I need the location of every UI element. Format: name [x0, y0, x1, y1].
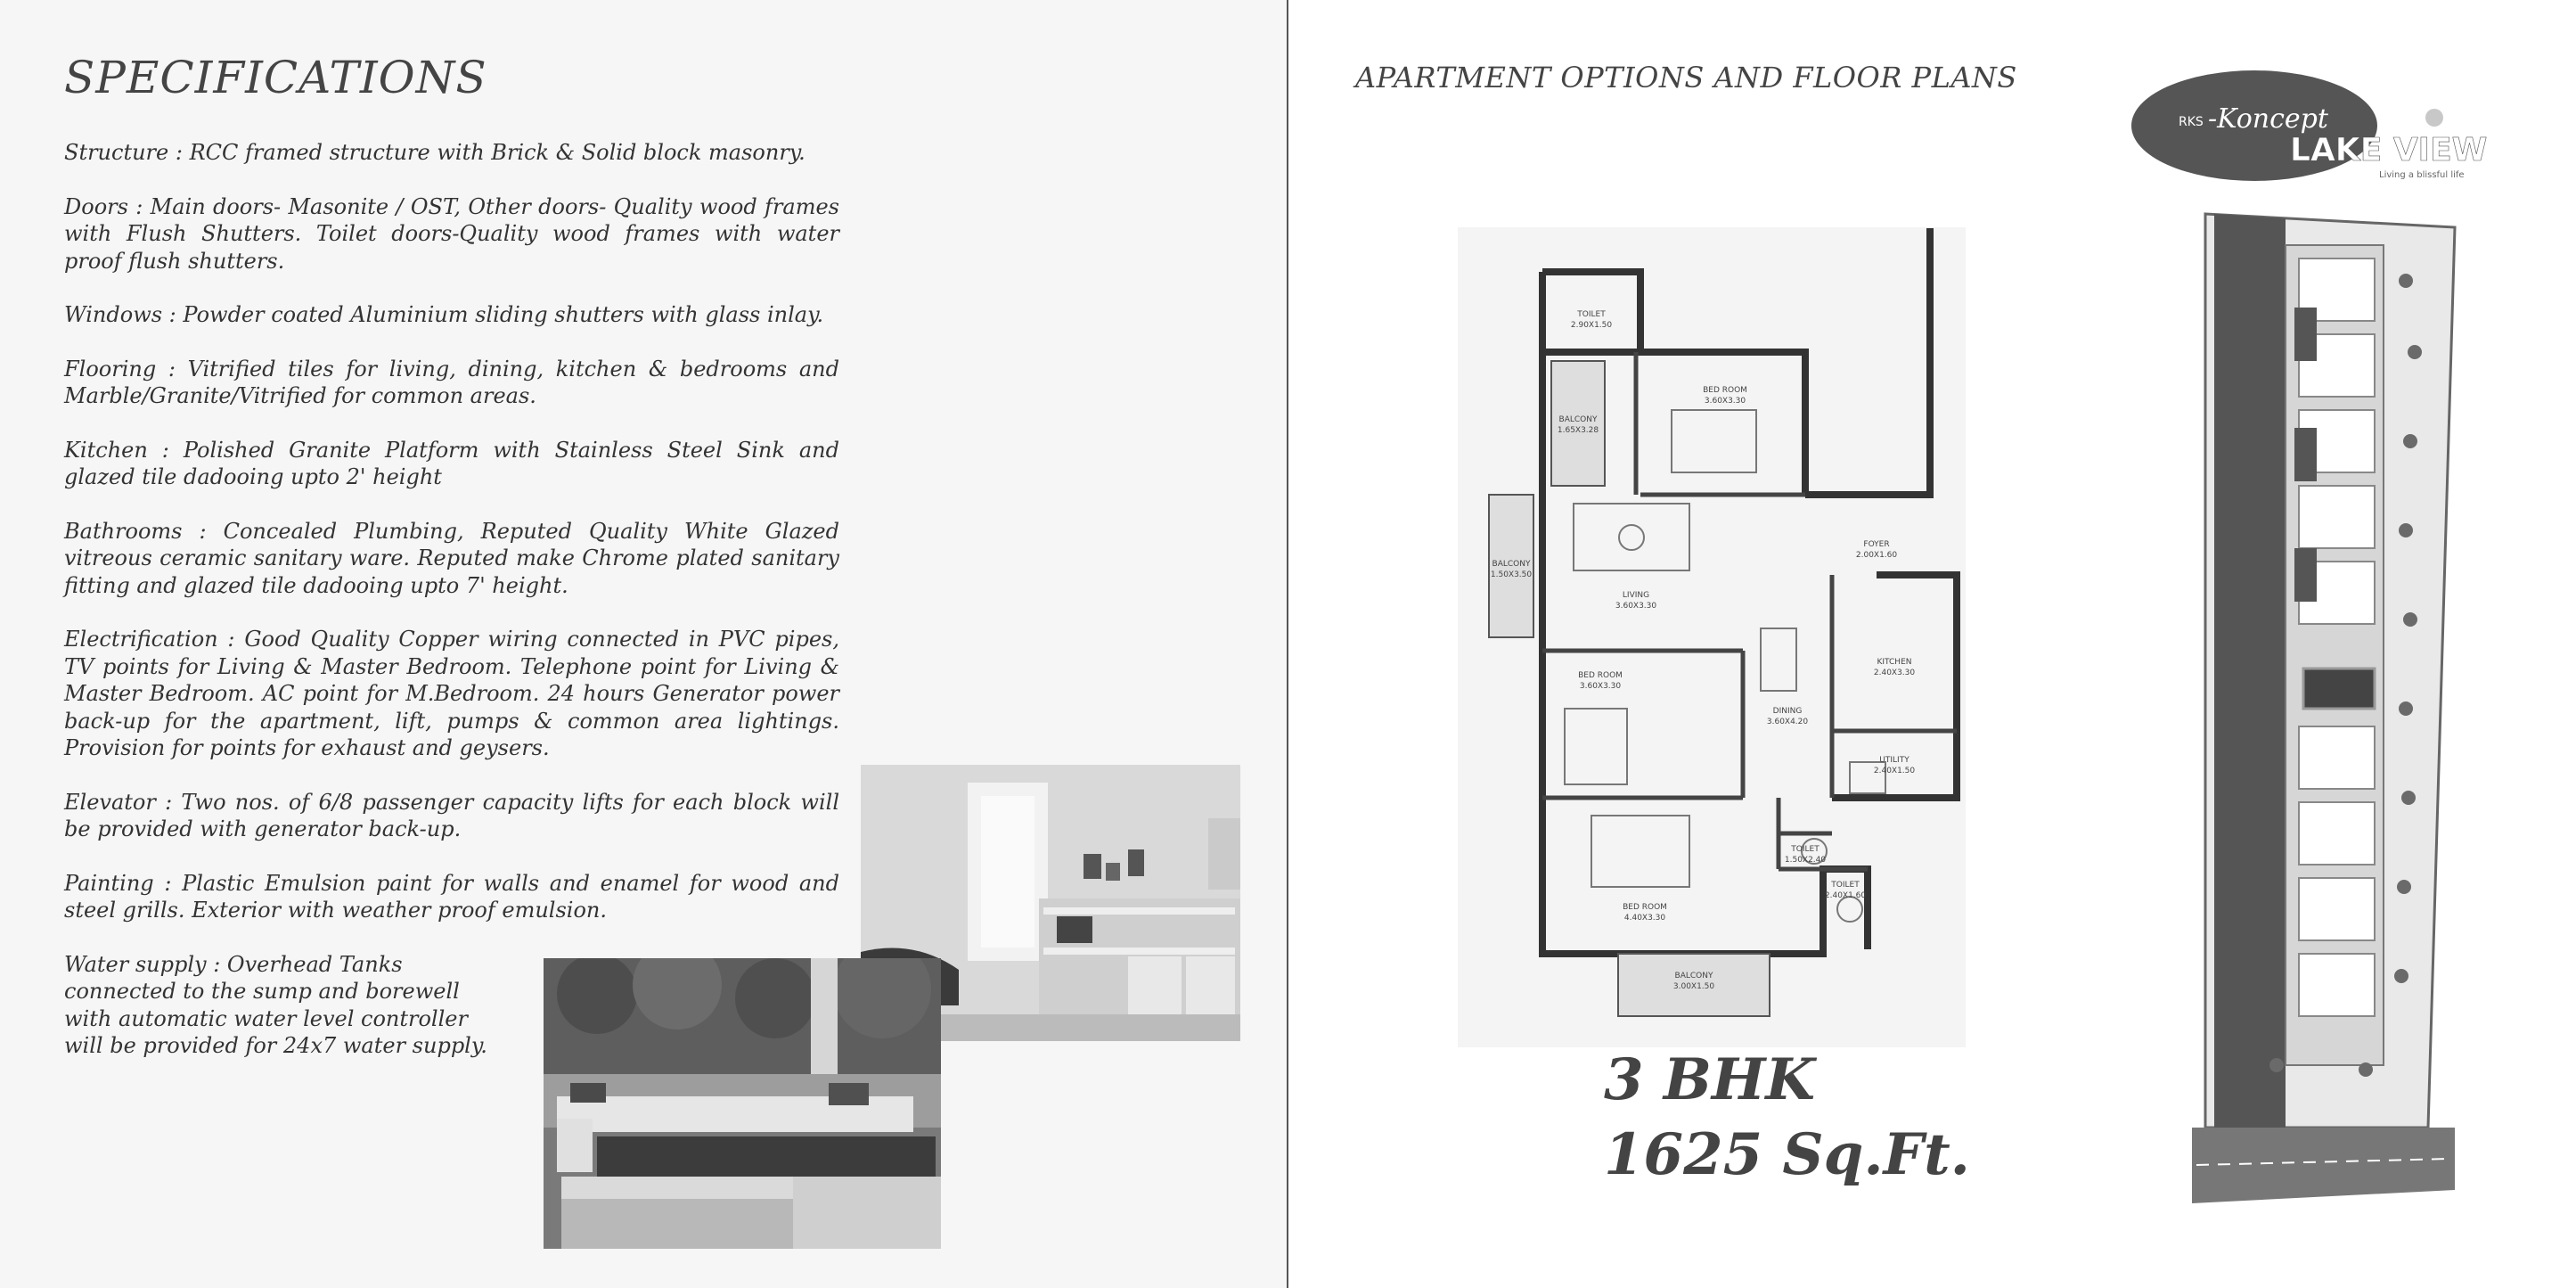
svg-text:DINING: DINING	[1772, 707, 1803, 716]
svg-text:3.60X3.30: 3.60X3.30	[1704, 397, 1746, 406]
specifications-page	[0, 0, 1287, 1288]
spec-bathrooms: Bathrooms : Concealed Plumbing, Reputed Quality White Glazed vitreous ceramic sanitary ware. Reputed make Chrome plated sanitary fitting and glazed tile dadooing upto 7' height.	[64, 518, 839, 598]
svg-text:3.60X3.30: 3.60X3.30	[1579, 682, 1622, 691]
unit-type-block	[1604, 1043, 1970, 1193]
koncept-lake-view-logo	[2130, 67, 2504, 187]
svg-text:LIVING: LIVING	[1622, 591, 1650, 600]
svg-text:1.65X3.28: 1.65X3.28	[1557, 426, 1599, 435]
svg-text:KITCHEN: KITCHEN	[1877, 658, 1912, 667]
svg-text:TOILET: TOILET	[1577, 310, 1606, 319]
svg-text:TOILET: TOILET	[1791, 845, 1820, 854]
svg-text:2.00X1.60: 2.00X1.60	[1855, 551, 1898, 560]
svg-text:2.40X1.50: 2.40X1.50	[1873, 767, 1916, 775]
site-plan	[2188, 209, 2473, 1226]
unit-type: 3 BHK	[1604, 1046, 1815, 1113]
spec-kitchen: Kitchen : Polished Granite Platform with Stainless Steel Sink and glazed tile dadooing upto 2' height	[64, 437, 839, 489]
spec-elevator: Elevator : Two nos. of 6/8 passenger capacity lifts for each block will be provided with generator back-up.	[64, 789, 839, 841]
svg-text:Living a blissful life: Living a blissful life	[2379, 170, 2465, 180]
svg-text:3.60X3.30: 3.60X3.30	[1615, 602, 1657, 611]
svg-text:3.60X4.20: 3.60X4.20	[1766, 718, 1809, 726]
svg-text:4.40X3.30: 4.40X3.30	[1623, 914, 1666, 923]
svg-text:BALCONY: BALCONY	[1674, 972, 1713, 980]
floor-plan-3bhk	[1458, 227, 1966, 1047]
unit-area: 1625 Sq.Ft.	[1604, 1121, 1970, 1188]
specifications-list	[64, 139, 839, 1087]
spec-doors: Doors : Main doors- Masonite / OST, Other doors- Quality wood frames with Flush Shutters. Toilet doors-Quality wood frames with water proof flush shutters.	[64, 193, 839, 274]
svg-text:BALCONY: BALCONY	[1558, 415, 1598, 424]
svg-text:2.40X3.30: 2.40X3.30	[1873, 669, 1916, 677]
svg-text:BALCONY: BALCONY	[1492, 560, 1531, 569]
svg-text:1.50X2.40: 1.50X2.40	[1784, 856, 1827, 865]
svg-text:3.00X1.50: 3.00X1.50	[1672, 982, 1715, 991]
spec-electrification: Electrification : Good Quality Copper wiring connected in PVC pipes, TV points for Living & Master Bedroom. Telephone point for Living & Master Bedroom. AC point for M.Bedroom. 24 hours Generator power back-up for the apartment, lift, pumps & common area lightings. Provision for points for exhaust and geysers.	[64, 627, 839, 760]
svg-text:RKS: RKS	[2179, 115, 2204, 129]
svg-text:2.40X1.60: 2.40X1.60	[1824, 891, 1867, 900]
spec-flooring: Flooring : Vitrified tiles for living, dining, kitchen & bedrooms and Marble/Granite/Vitrified for common areas.	[64, 356, 839, 408]
svg-text:TOILET: TOILET	[1831, 881, 1860, 890]
svg-text:FOYER: FOYER	[1863, 540, 1890, 549]
floor-plans-title: APARTMENT OPTIONS AND FLOOR PLANS	[1355, 61, 2017, 94]
svg-text:LAKE VIEW: LAKE VIEW	[2290, 132, 2488, 168]
svg-text:-Koncept: -Koncept	[2208, 103, 2328, 135]
interior-photo-sofa	[544, 958, 941, 1249]
spec-structure: Structure : RCC framed structure with Brick & Solid block masonry.	[64, 140, 806, 165]
specifications-title: SPECIFICATIONS	[64, 52, 487, 103]
svg-text:BED ROOM: BED ROOM	[1703, 386, 1747, 395]
spec-painting: Painting : Plastic Emulsion paint for walls and enamel for wood and steel grills. Exterior with weather proof emulsion.	[64, 870, 839, 923]
spec-water-supply: Water supply : Overhead Tanks connected to the sump and borewell with automatic water level controller will be provided for 24x7 water supply.	[64, 951, 487, 1058]
spec-windows: Windows : Powder coated Aluminium sliding shutters with glass inlay.	[64, 302, 824, 327]
svg-text:BED ROOM: BED ROOM	[1623, 903, 1667, 912]
svg-text:BED ROOM: BED ROOM	[1578, 671, 1623, 680]
svg-text:1.50X3.50: 1.50X3.50	[1490, 570, 1533, 579]
svg-text:UTILITY: UTILITY	[1879, 756, 1910, 765]
svg-text:2.90X1.50: 2.90X1.50	[1570, 321, 1613, 330]
